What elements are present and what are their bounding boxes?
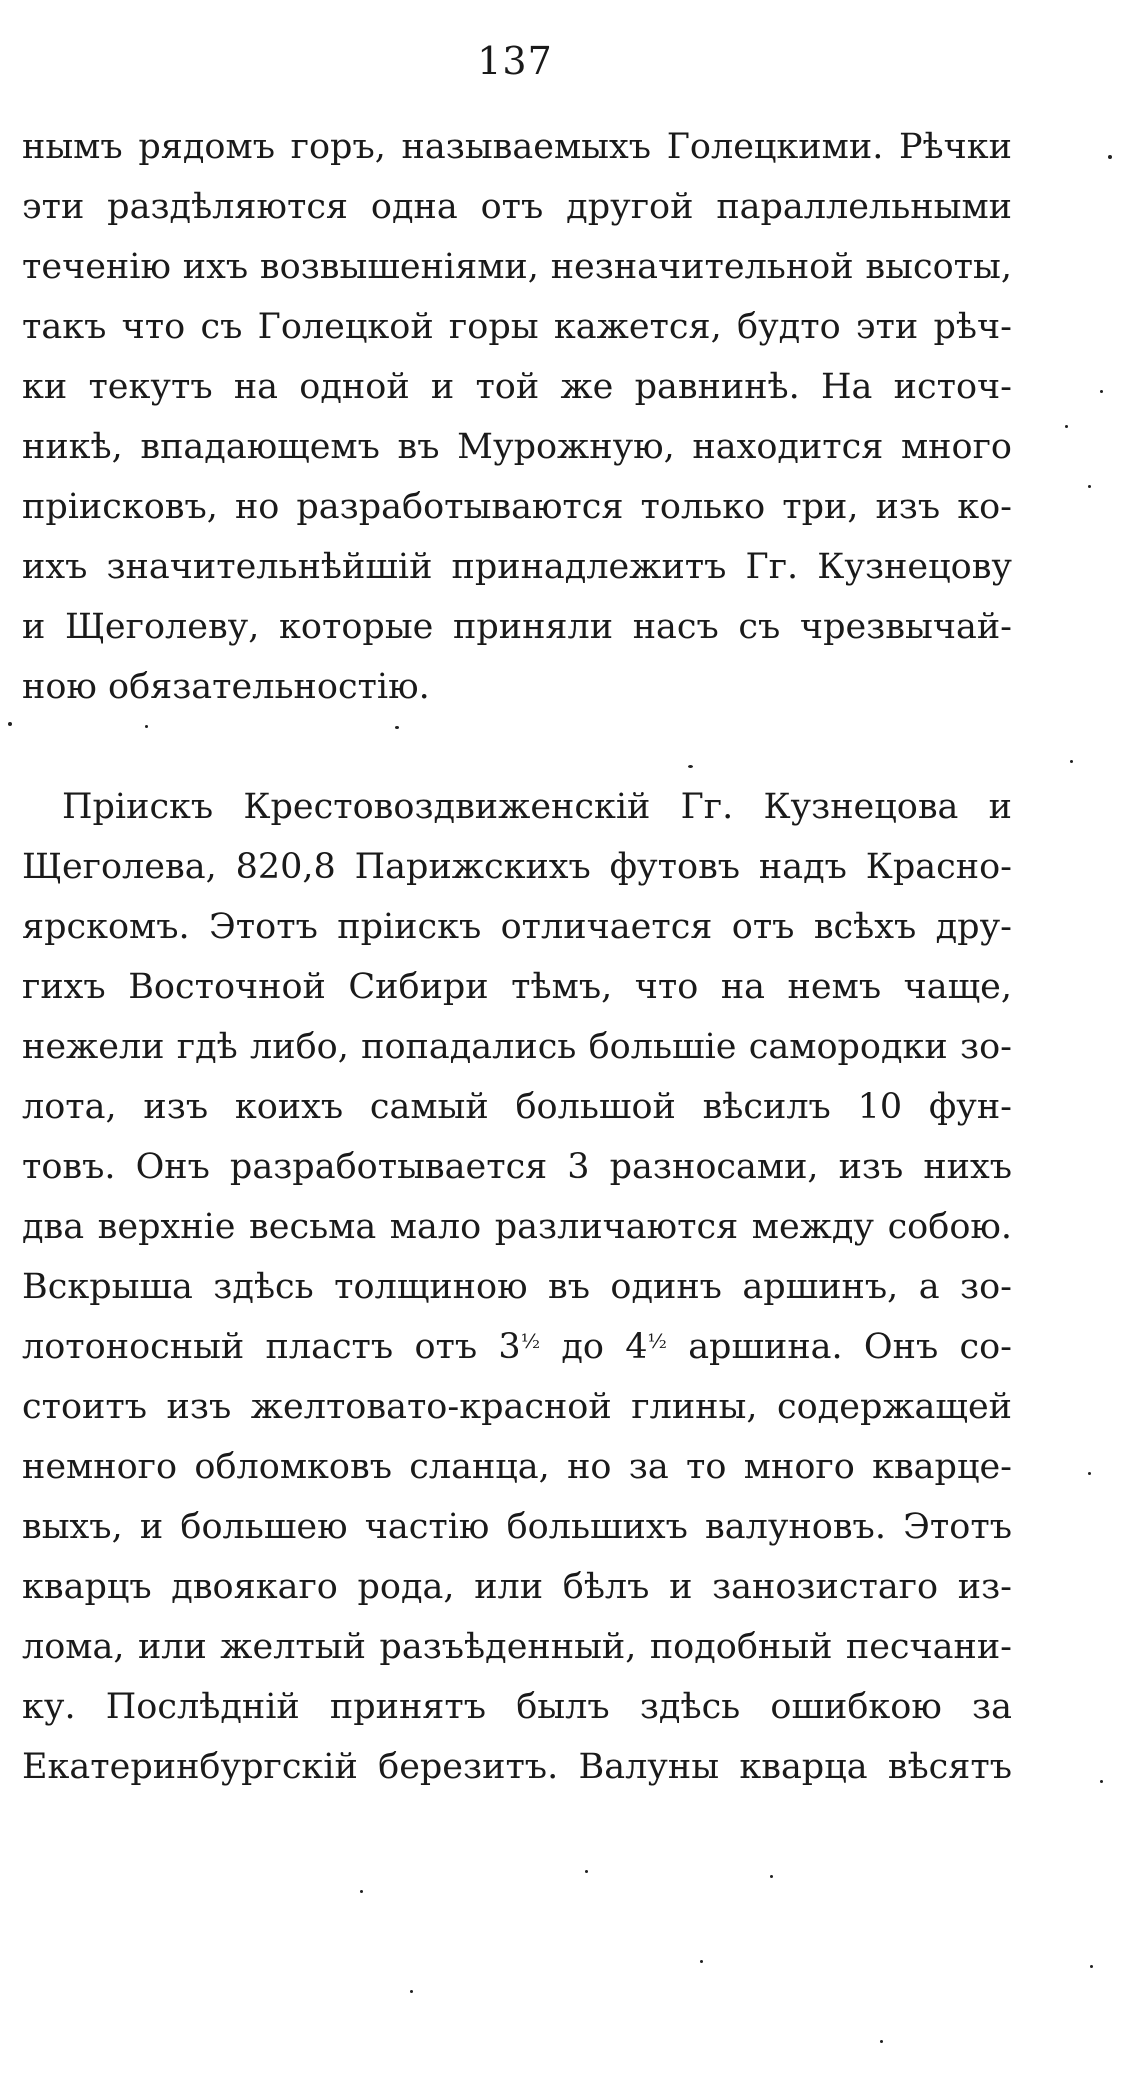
text-line: ною обязательностію. — [22, 667, 430, 707]
scan-speck — [770, 1875, 773, 1878]
text-line: Щеголева, 820,8 Парижскихъ футовъ надъ Красно- — [22, 847, 1012, 887]
scan-speck — [1088, 485, 1091, 488]
scan-speck — [360, 1890, 363, 1893]
scan-speck — [1070, 760, 1073, 763]
text-line: нежели гдѣ либо, попадались большіе самородки зо- — [22, 1027, 1012, 1067]
scan-speck — [145, 725, 148, 728]
text-line: Пріискъ Крестовоздвиженскій Гг. Кузнецова и — [62, 787, 1012, 827]
scan-speck — [1090, 1965, 1093, 1968]
text-line: эти раздѣляются одна отъ другой параллельными — [22, 187, 1012, 227]
text-line: два верхніе весьма мало различаются между собою. — [22, 1207, 1012, 1247]
text-line: товъ. Онъ разработывается 3 разносами, изъ нихъ — [22, 1147, 1012, 1187]
scan-speck — [1088, 1472, 1091, 1475]
text-line: ярскомъ. Этотъ пріискъ отличается отъ всѣхъ дру- — [22, 907, 1012, 947]
scan-speck — [700, 1960, 703, 1963]
text-line: ки текутъ на одной и той же равнинѣ. На источ- — [22, 367, 1012, 407]
text-line: кварцъ двоякаго рода, или бѣлъ и занозистаго из- — [22, 1567, 1012, 1607]
text-line: Вскрыша здѣсь толщиною въ одинъ аршинъ, а зо- — [22, 1267, 1012, 1307]
text-line: лома, или желтый разъѣденный, подобный песчани- — [22, 1627, 1012, 1667]
fraction: ½ — [520, 1329, 541, 1353]
scan-speck — [880, 2040, 883, 2043]
line-text: лотоносный пластъ отъ 3 — [22, 1327, 521, 1367]
scan-speck — [1100, 1780, 1103, 1783]
text-line: нымъ рядомъ горъ, называемыхъ Голецкими. Рѣчки — [22, 127, 1012, 167]
scan-speck — [1065, 425, 1068, 428]
scan-speck — [1100, 390, 1103, 393]
scan-speck — [688, 765, 693, 768]
text-line: и Щеголеву, которые приняли насъ съ чрезвычай- — [22, 607, 1012, 647]
scan-speck — [410, 1990, 413, 1993]
text-line: ку. Послѣдній принятъ былъ здѣсь ошибкою за — [22, 1687, 1012, 1727]
text-line: ихъ значительнѣйшій принадлежитъ Гг. Кузнецову — [22, 547, 1012, 587]
text-line-fraction — [22, 1327, 1012, 1367]
text-line: немного обломковъ сланца, но за то много кварце- — [22, 1447, 1012, 1487]
text-line: гихъ Восточной Сибири тѣмъ, что на немъ чаще, — [22, 967, 1012, 1007]
line-text: до 4 — [540, 1327, 648, 1367]
fraction: ½ — [647, 1329, 667, 1353]
scan-speck — [585, 1870, 588, 1873]
text-line: такъ что съ Голецкой горы кажется, будто эти рѣч- — [22, 307, 1012, 347]
scan-speck — [395, 726, 399, 729]
text-line: пріисковъ, но разработываются только три, изъ ко- — [22, 487, 1012, 527]
page-number: 137 — [477, 39, 553, 83]
text-line: стоитъ изъ желтовато-красной глины, содержащей — [22, 1387, 1012, 1427]
scan-speck — [8, 722, 12, 726]
line-text: аршина. Онъ со- — [666, 1327, 1012, 1367]
scan-speck — [1108, 155, 1112, 159]
text-line: никѣ, впадающемъ въ Мурожную, находится много — [22, 427, 1012, 467]
text-line: выхъ, и большею частію большихъ валуновъ. Этотъ — [22, 1507, 1012, 1547]
text-line: Екатеринбургскій березитъ. Валуны кварца вѣсятъ — [22, 1747, 1012, 1787]
text-line: теченію ихъ возвышеніями, незначительной высоты, — [22, 247, 1012, 287]
text-line: лота, изъ коихъ самый большой вѣсилъ 10 фун- — [22, 1087, 1012, 1127]
